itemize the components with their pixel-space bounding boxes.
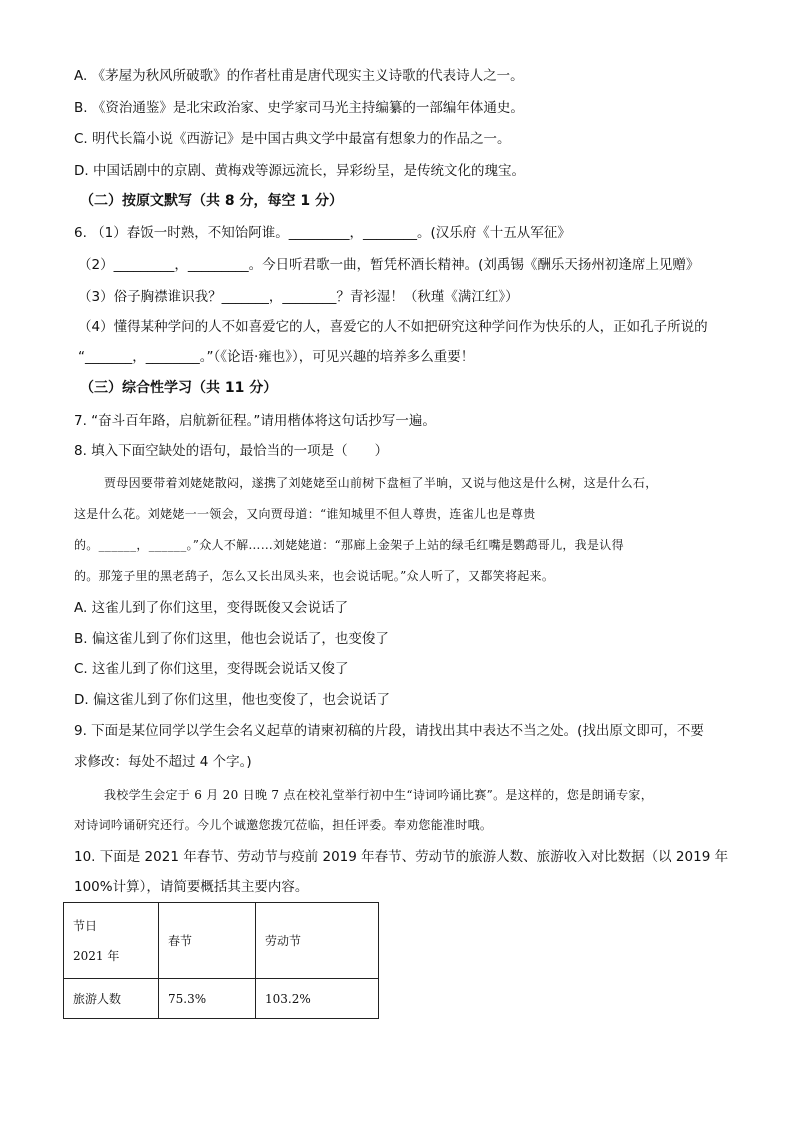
- q8-stem: 8. 填入下面空缺处的语句，最恰当的一项是（ ）: [74, 443, 389, 459]
- cell-spring-festival-tourists: 75.3%: [159, 979, 256, 1019]
- cell-labor-day-tourists: 103.2%: [256, 979, 379, 1019]
- column-header-spring-festival: 春节: [159, 903, 256, 979]
- q6-line4: （4）懂得某种学问的人不如喜爱它的人，喜爱它的人不如把研究这种学问作为快乐的人，正如孔子所说的: [78, 319, 708, 335]
- header-year-label: 2021 年: [73, 948, 120, 963]
- q8-option-b: B. 偏这雀儿到了你们这里，他也会说话了，也变俊了: [74, 631, 389, 647]
- q8-passage-line: 的。那笼子里的黑老鸹子，怎么又长出凤头来，也会说话呢。”众人听了，又都笑将起来。: [74, 569, 555, 583]
- q8-passage-line: 这是什么花。刘姥姥一一领会，又向贾母道：“谁知城里不但人尊贵，连雀儿也是尊贵: [74, 507, 536, 521]
- q5-option-c: C. 明代长篇小说《西游记》是中国古典文学中最富有想象力的作品之一。: [74, 131, 511, 147]
- q8-passage-line: 贾母因要带着刘姥姥散闷，遂携了刘姥姥至山前树下盘桓了半晌，又说与他这是什么树，这是什么石，: [104, 476, 658, 490]
- q10-line1: 10. 下面是 2021 年春节、劳动节与疫前 2019 年春节、劳动节的旅游人数、旅游收入对比数据（以 2019 年: [74, 849, 729, 865]
- q9-line2: 求修改：每处不超过 4 个字。): [74, 754, 252, 770]
- q6-line3: （3）俗子胸襟谁识我？_______，________？青衫湿！（秋瑾《满江红》）: [78, 289, 519, 305]
- q8-option-c: C. 这雀儿到了你们这里，变得既会说话又俊了: [74, 661, 349, 677]
- header-festival-label: 节日: [73, 918, 98, 933]
- row-label-tourists: 旅游人数: [64, 979, 159, 1019]
- q8-option-d: D. 偏这雀儿到了你们这里，他也变俊了，也会说话了: [74, 692, 390, 708]
- q8-option-a: A. 这雀儿到了你们这里，变得既俊又会说话了: [74, 600, 349, 616]
- section3-title: （三）综合性学习（共 11 分）: [80, 380, 278, 396]
- q5-option-a: A. 《茅屋为秋风所破歌》的作者杜甫是唐代现实主义诗歌的代表诗人之一。: [74, 68, 524, 84]
- section2-title: （二）按原文默写（共 8 分，每空 1 分）: [80, 193, 343, 209]
- q5-option-d: D. 中国话剧中的京剧、黄梅戏等源远流长，异彩纷呈，是传统文化的瑰宝。: [74, 163, 525, 179]
- q6-line1: 6. （1）舂饭一时熟，不知饴阿谁。_________，________。(汉乐府《十五从军征》: [74, 225, 571, 241]
- table-corner-cell: [64, 903, 159, 979]
- q6-line5: “_______，________。”（《论语·雍也》），可见兴趣的培养多么重要！: [78, 349, 475, 365]
- q6-line2: （2）_________，_________。今日听君歌一曲，暂凭杯酒长精神。(刘禹锡《酬乐天扬州初逢席上见赠》: [78, 257, 700, 273]
- q10-line2: 100%计算），请简要概括其主要内容。: [74, 879, 309, 895]
- tourism-table: [63, 902, 379, 1019]
- table-header-row: [64, 903, 379, 979]
- q8-passage-line: 的。______，______。”众人不解……刘姥姥道：“那廊上金架子上站的绿毛红嘴是鹦鹉哥儿，我是认得: [74, 538, 624, 552]
- q7-text: 7. “奋斗百年路，启航新征程。”请用楷体将这句话抄写一遍。: [74, 413, 436, 429]
- q9-passage-line: 对诗词吟诵研究还行。今儿个诚邀您拨冗莅临，担任评委。奉劝您能准时哦。: [74, 818, 493, 832]
- column-header-labor-day: 劳动节: [256, 903, 379, 979]
- q9-passage-line: 我校学生会定于 6 月 20 日晚 7 点在校礼堂举行初中生“诗词吟诵比赛”。是这样的，您是朗诵专家，: [104, 788, 653, 802]
- q9-line1: 9. 下面是某位同学以学生会名义起草的请柬初稿的片段，请找出其中表达不当之处。(找出原文即可，不要: [74, 723, 704, 739]
- table-row: [64, 979, 379, 1019]
- q5-option-b: B. 《资治通鉴》是北宋政治家、史学家司马光主持编纂的一部编年体通史。: [74, 100, 524, 116]
